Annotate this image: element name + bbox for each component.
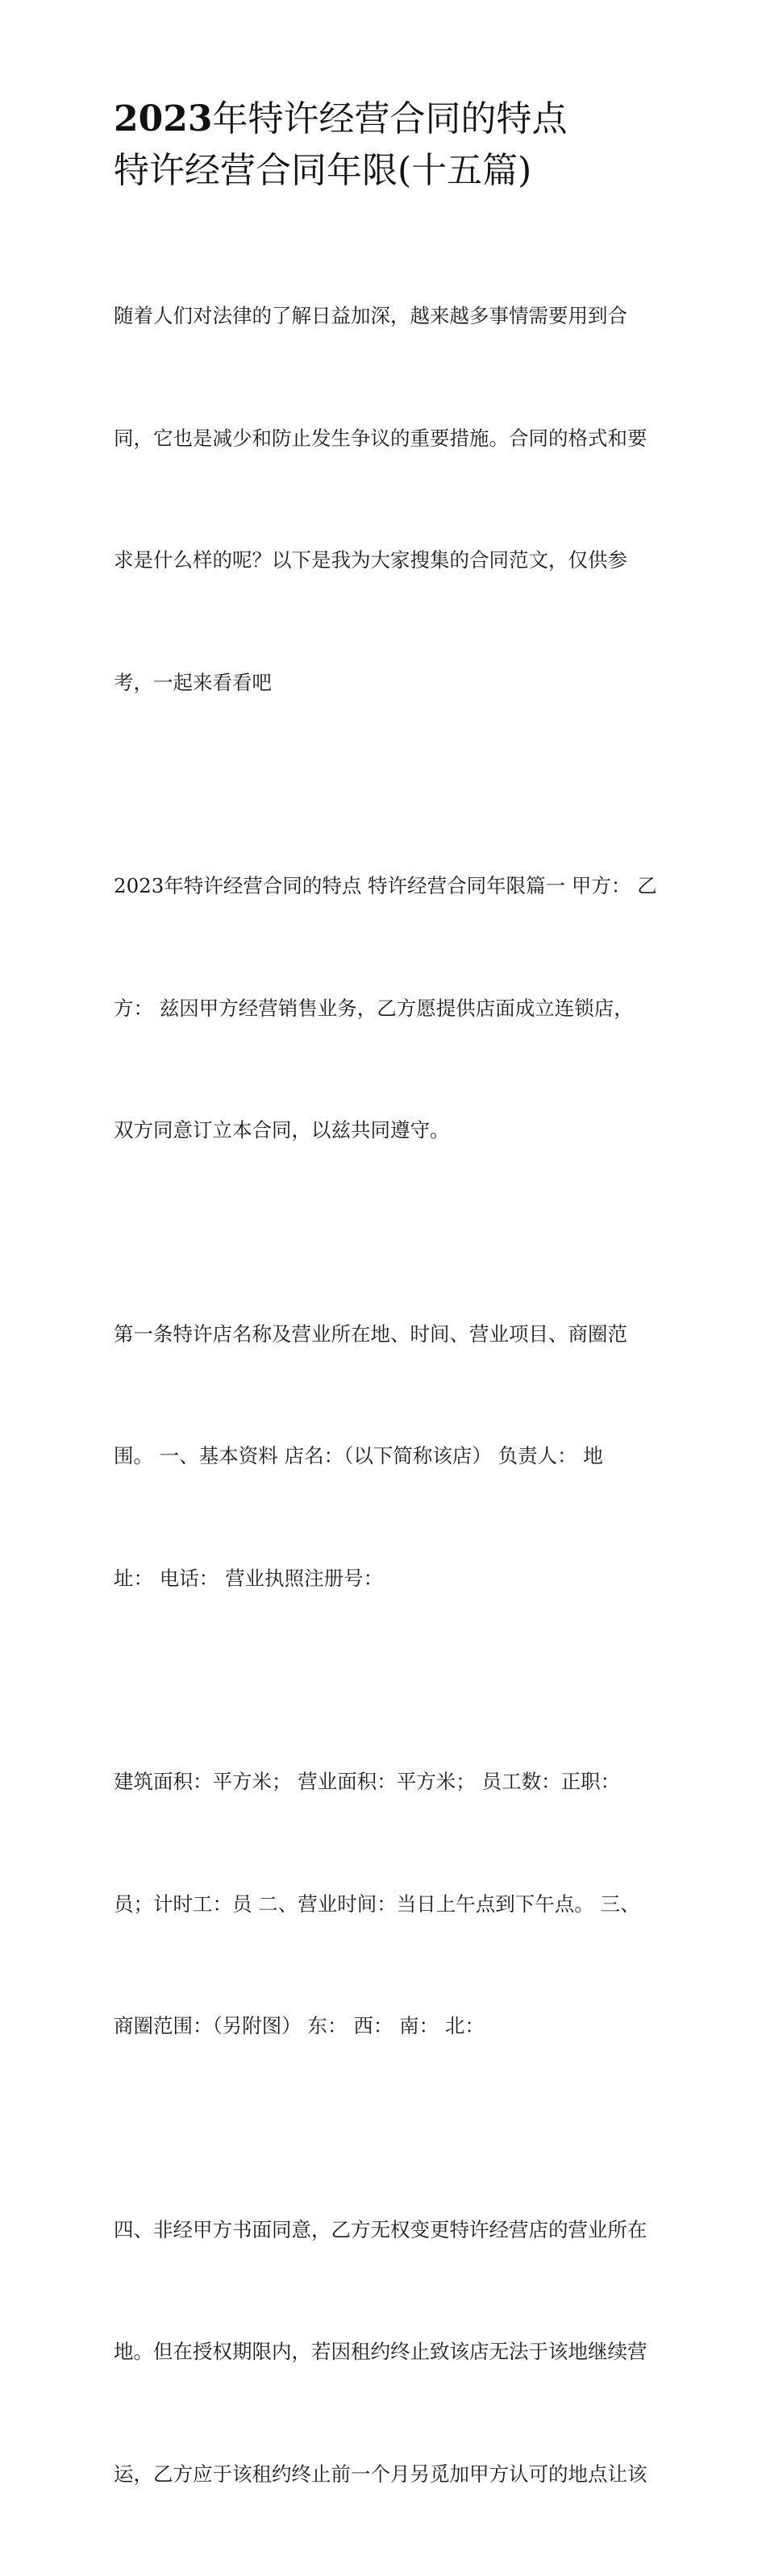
title-line-1-text: 年特许经营合同的特点 (212, 98, 567, 139)
document-content (114, 94, 662, 2576)
paragraph-area-hours (114, 1680, 662, 2129)
paragraph-article-1 (114, 1233, 662, 1681)
text-line: 围。 一、基本资料 店名：（以下简称该店） 负责人： 地 (114, 1436, 662, 1477)
paragraph-location-change (114, 2129, 662, 2576)
text-line: 第一条特许店名称及营业所在地、时间、营业项目、商圈范 (114, 1314, 662, 1355)
title-line-2: 特许经营合同年限(十五篇) (114, 145, 662, 197)
text-line: 求是什么样的呢？以下是我为大家搜集的合同范文，仅供参 (114, 540, 662, 581)
text-line: 员；计时工：员 二、营业时间：当日上午点到下午点。 三、 (114, 1884, 662, 1925)
text-line: 运，乙方应于该租约终止前一个月另觅加甲方认可的地点让该 (114, 2454, 662, 2495)
document-title (114, 94, 662, 197)
text-line: 同，它也是减少和防止发生争议的重要措施。合同的格式和要 (114, 418, 662, 460)
title-line-1 (114, 94, 662, 145)
text-line: 四、非经甲方书面同意，乙方无权变更特许经营店的营业所在 (114, 2210, 662, 2251)
text-line: 建筑面积：平方米； 营业面积：平方米； 员工数：正职： (114, 1762, 662, 1803)
document-page (0, 0, 766, 991)
text-line: 商圈范围：（另附图） 东： 西： 南： 北： (114, 2006, 662, 2047)
text-line: 方： 兹因甲方经营销售业务，乙方愿提供店面成立连锁店， (114, 988, 662, 1030)
text-line: 考，一起来看看吧 (114, 663, 662, 704)
paragraph-parties (114, 784, 662, 1233)
text-line: 地。但在授权期限内，若因租约终止致该店无法于该地继续营 (114, 2332, 662, 2373)
text-line: 址： 电话： 营业执照注册号： (114, 1559, 662, 1600)
paragraph-intro (114, 214, 662, 784)
text-line: 2023年特许经营合同的特点 特许经营合同年限篇一 甲方： 乙 (114, 866, 662, 907)
text-line: 随着人们对法律的了解日益加深，越来越多事情需要用到合 (114, 296, 662, 337)
title-year: 2023 (114, 98, 212, 139)
text-line: 双方同意订立本合同，以兹共同遵守。 (114, 1110, 662, 1151)
document-body (114, 214, 662, 2576)
